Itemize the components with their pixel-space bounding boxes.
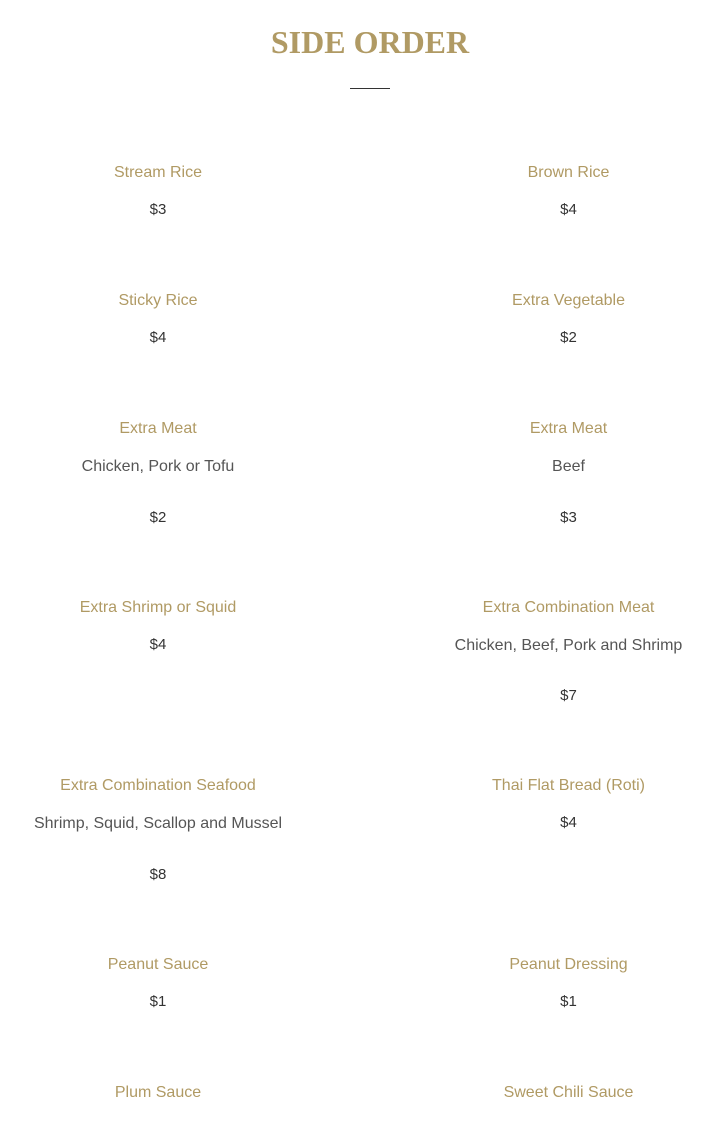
item-price: $4 — [560, 201, 577, 218]
item-name: Stream Rice — [113, 164, 203, 181]
item-price: $1 — [560, 993, 577, 1010]
item-price: $8 — [149, 866, 167, 883]
item-name: Extra Meat — [119, 420, 197, 437]
item-price: $3 — [560, 509, 577, 526]
title-divider — [350, 88, 390, 89]
item-price: $4 — [149, 329, 167, 346]
item-description: Chicken, Beef, Pork and Shrimp — [454, 637, 683, 654]
item-name: Sticky Rice — [118, 292, 198, 309]
item-name: Extra Combination Meat — [482, 599, 655, 616]
item-price: $3 — [149, 201, 167, 218]
item-description: Shrimp, Squid, Scallop and Mussel — [33, 815, 283, 832]
item-price: $2 — [560, 329, 577, 346]
page-title: SIDE ORDER — [270, 24, 470, 60]
item-description: Chicken, Pork or Tofu — [81, 458, 235, 475]
item-name: Peanut Dressing — [509, 956, 628, 973]
item-price: $4 — [560, 814, 577, 831]
item-price: $4 — [149, 636, 167, 653]
item-name: Brown Rice — [527, 164, 610, 181]
item-name: Extra Meat — [529, 420, 608, 437]
item-name: Extra Shrimp or Squid — [79, 599, 237, 616]
item-price: $7 — [560, 687, 577, 704]
item-name: Plum Sauce — [114, 1084, 202, 1101]
item-name: Peanut Sauce — [107, 956, 209, 973]
item-description: Beef — [552, 458, 585, 475]
item-name: Sweet Chili Sauce — [503, 1084, 634, 1101]
item-price: $2 — [149, 509, 167, 526]
item-name: Extra Combination Seafood — [60, 777, 256, 794]
item-name: Thai Flat Bread (Roti) — [492, 777, 645, 794]
item-price: $1 — [149, 993, 167, 1010]
item-name: Extra Vegetable — [512, 292, 625, 309]
